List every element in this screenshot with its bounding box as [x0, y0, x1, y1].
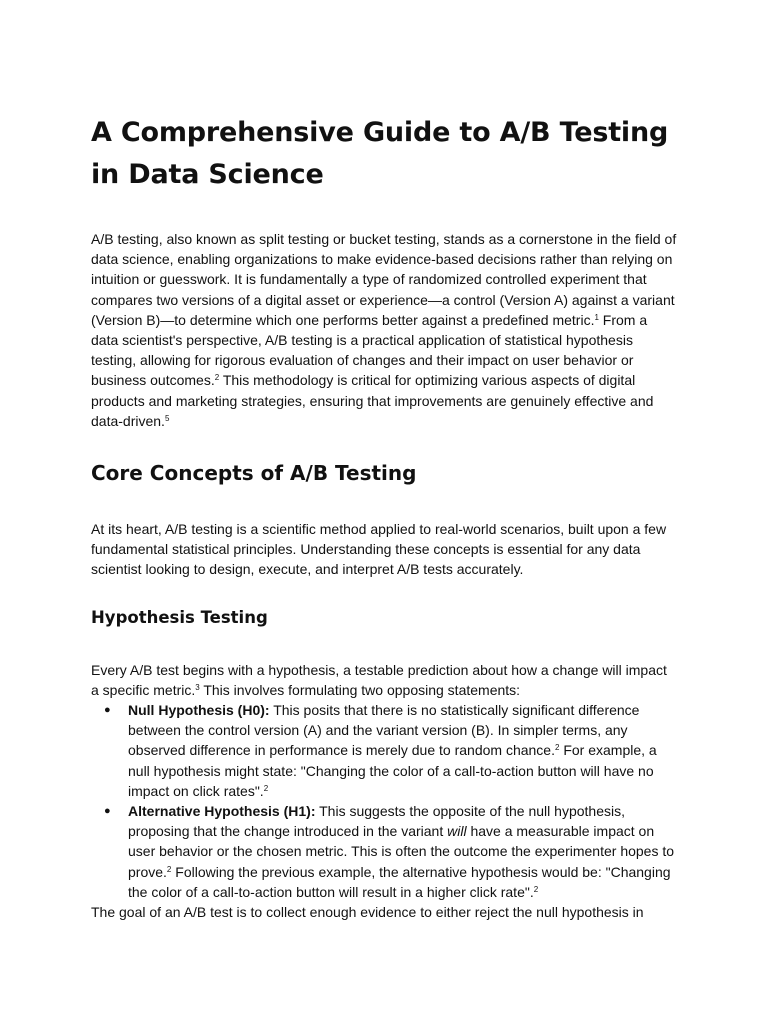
footnote-ref[interactable]: 5	[164, 413, 170, 423]
core-concepts-paragraph: At its heart, A/B testing is a scientific method applied to real-world scenarios, built upon a few fundamental statistical principles. Understanding these concepts is essential for any data scientist looking to design, execute, and interpret A/B tests accurately.	[91, 521, 667, 578]
footnote-ref[interactable]: 2	[214, 373, 220, 383]
footnote-ref[interactable]: 1	[594, 312, 599, 322]
hypothesis-list	[91, 700, 677, 902]
alternative-hypothesis-text-3: Following the previous example, the alternative hypothesis would be: "Changing the color of a call-to-action button will result in a higher click rate".	[128, 863, 671, 900]
bullet-icon: ●	[104, 704, 111, 717]
hypothesis-paragraph	[91, 660, 677, 700]
alternative-hypothesis-text-2: have a measurable impact on user behavior or the chosen metric. This is often the outcome the experimenter hopes to prove.	[128, 823, 675, 880]
closing-paragraph: The goal of an A/B test is to collect enough evidence to either reject the null hypothesis in	[91, 904, 644, 921]
footnote-ref[interactable]: 2	[533, 884, 539, 894]
hypothesis-text-2: This involves formulating two opposing statements:	[199, 681, 521, 698]
subsection-heading-hypothesis-testing: Hypothesis Testing	[91, 607, 268, 627]
bullet-icon: ●	[104, 805, 111, 818]
emphasis-will: will	[447, 823, 467, 840]
null-hypothesis-label: Null Hypothesis (H0):	[128, 702, 270, 719]
footnote-ref[interactable]: 2	[554, 743, 560, 753]
footnote-ref[interactable]: 2	[166, 864, 172, 874]
page-title: A Comprehensive Guide to A/B Testing in Data Science	[91, 117, 669, 190]
intro-text-3: This methodology is critical for optimizing various aspects of digital products and marketing strategies, ensuring that improvements are genuinely effective and data-driven.	[91, 372, 654, 429]
null-hypothesis-text-2: For example, a null hypothesis might state: "Changing the color of a call-to-action button will have no impact on click rates".	[128, 742, 657, 799]
footnote-ref[interactable]: 3	[195, 682, 200, 692]
hypothesis-text-1: Every A/B test begins with a hypothesis, a testable prediction about how a change will impact a specific metric.	[91, 661, 667, 698]
alternative-hypothesis-label: Alternative Hypothesis (H1):	[128, 803, 316, 820]
list-item-alternative-hypothesis	[91, 801, 677, 902]
intro-paragraph	[91, 229, 677, 431]
intro-text-2: From a data scientist's perspective, A/B testing is a practical application of statistical hypothesis testing, allowing for rigorous evaluation of changes and their impact on user behavior or business outcomes.	[91, 311, 648, 389]
intro-text-1: A/B testing, also known as split testing or bucket testing, stands as a cornerstone in the field of data science, enabling organizations to make evidence-based decisions rather than relying on intuition or guesswork. It is fundamentally a type of randomized controlled experiment that compares two versions of a digital asset or experience—a control (Version A) against a variant (Version B)—to determine which one performs better against a predefined metric.	[91, 231, 677, 328]
list-item-null-hypothesis	[91, 700, 677, 801]
footnote-ref[interactable]: 2	[263, 783, 269, 793]
alternative-hypothesis-text-1: This suggests the opposite of the null hypothesis, proposing that the change introduced in the variant	[128, 803, 625, 840]
section-heading-core-concepts: Core Concepts of A/B Testing	[91, 461, 417, 486]
null-hypothesis-text-1: This posits that there is no statistically significant difference between the control version (A) and the variant version (B). In simpler terms, any observed difference in performance is merely due to random chance.	[128, 702, 640, 759]
